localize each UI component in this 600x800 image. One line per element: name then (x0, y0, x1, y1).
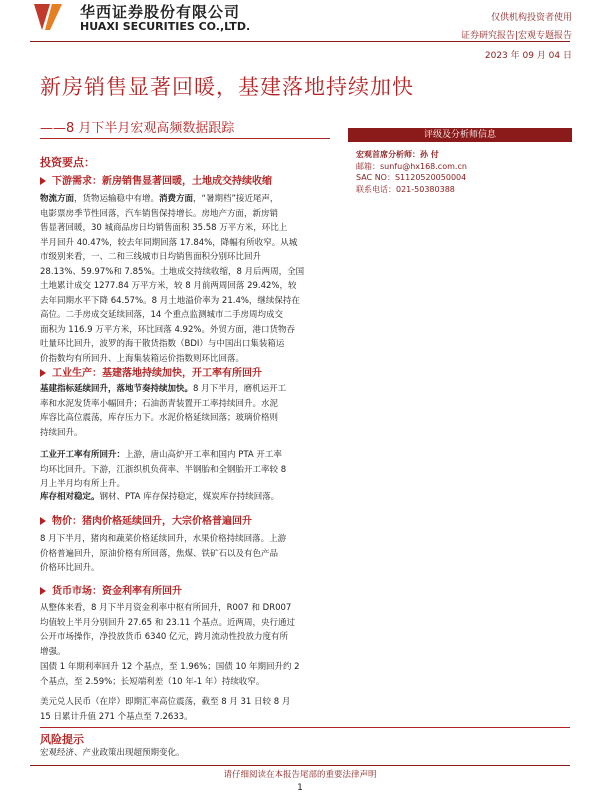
section-industry-p1 (40, 382, 330, 440)
text-run: 基建指标延续回升，落地节奏持续加快。 (40, 384, 194, 394)
section-industry-heading (40, 364, 262, 379)
risk-heading: 风险提示 (40, 733, 84, 746)
text-line: 28.13%、59.97%和 7.85%。土地成交持续收缩，8 月后两周，全国 (40, 266, 305, 277)
company-name-en: HUAXI SECURITIES CO.,LTD. (80, 20, 251, 33)
text-run: 消费方面 (159, 194, 194, 204)
report-subtitle: ——8 月下半月宏观高频数据跟踪 (40, 121, 235, 136)
section-money-p1 (40, 601, 330, 659)
section-industry-p3 (40, 490, 330, 505)
text-line: 增强。 (40, 646, 66, 657)
text-line: 面积为 116.9 万平方米，环比回落 4.92%。外贸方面，港口货物吞 (40, 324, 295, 335)
text-line: 个基点，至 2.59%；长短端利差（10 年-1 年）持续收窄。 (40, 676, 265, 687)
header-divider (30, 41, 570, 42)
section-demand-body (40, 192, 330, 366)
legal-notice: 请仔细阅读在本报告尾部的重要法律声明 (223, 770, 377, 780)
bullet-triangle-icon (40, 369, 46, 377)
text-line: 半月回升 40.47%，较去年同期回落 17.84%，降幅有所收窄。从城 (40, 237, 298, 248)
text-run: 库存相对稳定。 (40, 492, 100, 502)
text-line: 率和水泥发货率小幅回升；石油沥青装置开工率持续回升。水泥 (40, 398, 279, 409)
text-run: 上游，唐山高炉开工率和国内 PTA 开工率 (125, 450, 282, 460)
text-line: 吐量环比回升，波罗的海干散货指数（BDI）与中国出口集装箱运 (40, 339, 285, 349)
analyst-email[interactable]: 邮箱：sunfu@hx168.com.cn (356, 161, 467, 171)
text-line: 市级别来看，一、二和三线城市日均销售面积分别环比回升 (40, 252, 262, 262)
report-date: 2023 年 09 月 04 日 (484, 51, 572, 61)
text-line: 持续回升。 (40, 427, 83, 438)
text-line: 国债 1 年期利率回升 12 个基点，至 1.96%；国债 10 年期回升约 2 (40, 662, 300, 672)
risk-divider (40, 727, 570, 728)
text-run: 物流方面 (40, 194, 75, 204)
analyst-name: 宏观首席分析师：孙 付 (356, 150, 439, 159)
analyst-phone: 联系电话：021-50380388 (356, 184, 455, 194)
text-line: 库容比高位震荡，库存压力下。水泥价格延续回落；玻璃价格则 (40, 413, 279, 423)
text-run: ，“暑期档”接近尾声， (193, 194, 279, 204)
section-industry-p2 (40, 448, 330, 492)
bullet-triangle-icon (40, 587, 46, 595)
report-title: 新房销售显著回暖，基建落地持续加快 (40, 75, 414, 99)
text-line: 土地累计成交 1277.84 万平方米，较 8 月前两周回落 29.42%，较 (40, 281, 297, 291)
section-money-p2 (40, 660, 330, 689)
footer-divider (30, 765, 570, 766)
analyst-info-header: 评级及分析师信息 (348, 128, 572, 142)
text-line: 15 日累计升值 271 个基点至 7.2633。 (40, 711, 193, 722)
text-line: 去年同期水平下降 64.57%。8 月土地溢价率为 21.4%，继续保持在 (40, 295, 300, 306)
text-line: 从整体来看，8 月下半月资金利率中枢有所回升，R007 和 DR007 (40, 603, 292, 613)
text-run: ，货物运输稳中有增。 (74, 194, 160, 204)
text-line: 美元兑人民币（在岸）即期汇率高位震荡，截至 8 月 31 日较 8 月 (40, 697, 291, 707)
analyst-sac: SAC NO：S1120520050004 (356, 173, 467, 182)
page-number: 1 (297, 783, 303, 793)
risk-text: 宏观经济、产业政策出现超预期变化。 (40, 748, 185, 758)
text-line: 均值较上半月分别回升 27.65 和 23.11 个基点。近两周，央行通过 (40, 617, 295, 628)
text-line: 价格普遍回升，原油价格有所回落，焦煤、铁矿石以及有色产品 (40, 548, 279, 559)
text-line: 价指数均有所回升、上海集装箱运价指数则环比回落。 (40, 353, 245, 364)
text-run: 工业开工率有所回升： (40, 450, 126, 460)
text-line: 价格环比回升。 (40, 563, 100, 573)
text-line: 8 月下半月，猪肉和蔬菜价格延续回升，水果价格持续回落。上游 (40, 534, 287, 544)
section-industry-title: 工业生产：基建落地持续加快，开工率有所回升 (52, 368, 262, 379)
section-prices-body (40, 532, 330, 576)
text-line: 公开市场操作，净投放货币 6340 亿元，跨月流动性投放力度有所 (40, 632, 289, 642)
section-prices-heading (40, 512, 252, 527)
analyst-info (356, 149, 570, 195)
text-line: 售显著回暖，30 城商品房日均销售面积 35.58 万平方米，环比上 (40, 223, 288, 233)
bullet-triangle-icon (40, 177, 46, 185)
text-line: 电影票房季节性回落，汽车销售保持增长。房地产方面，新房销 (40, 208, 279, 219)
key-points-heading: 投资要点： (40, 156, 95, 169)
section-money-heading (40, 582, 182, 597)
text-line: 月上半月均有所上升。 (40, 479, 126, 489)
section-demand-title: 下游需求：新房销售显著回暖，土地成交持续收缩 (52, 176, 272, 187)
text-line: 高位。二手房成交延续回落，14 个重点监测城市二手房周均成交 (40, 310, 284, 320)
section-demand-heading (40, 172, 272, 187)
text-run: 钢材、PTA 库存保持稳定，煤炭库存持续回落。 (99, 492, 280, 502)
company-logo-icon (30, 2, 64, 32)
company-name-cn: 华西证券股份有限公司 (80, 3, 241, 21)
section-money-p3 (40, 695, 330, 724)
report-type: 证券研究报告|宏观专题报告 (460, 31, 572, 41)
section-money-title: 货币市场：资金利率有所回升 (52, 586, 182, 597)
subtitle-underline (40, 138, 330, 139)
section-prices-title: 物价：猪肉价格延续回升，大宗价格普遍回升 (52, 516, 252, 527)
text-line: 均环比回升。下游，江浙织机负荷率、半钢胎和全钢胎开工率较 8 (40, 464, 287, 475)
text-run: 8 月下半月，磨机运开工 (193, 384, 287, 394)
bullet-triangle-icon (40, 517, 46, 525)
audience-note: 仅供机构投资者使用 (490, 13, 572, 23)
